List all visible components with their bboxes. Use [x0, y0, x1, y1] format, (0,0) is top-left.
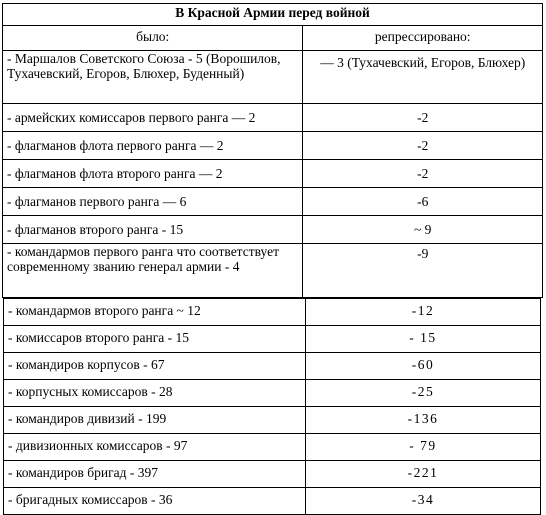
table-row: [3, 132, 543, 160]
table-row: [4, 353, 541, 380]
row-value: -2: [303, 160, 543, 188]
row-label: - бригадных комиссаров - 36: [4, 488, 306, 515]
row-value: -34: [305, 488, 540, 515]
row-value: -136: [305, 407, 540, 434]
row-value: ~ 9: [303, 216, 543, 244]
table-row: [4, 407, 541, 434]
row-label: - комиссаров второго ранга - 15: [4, 326, 306, 353]
row-value: -221: [305, 461, 540, 488]
row-value: -9: [303, 244, 543, 298]
table-row: [3, 104, 543, 132]
row-label: - Маршалов Советского Союза - 5 (Ворошилов, Тухачевский, Егоров, Блюхер, Буденный): [3, 51, 303, 104]
row-value: - 79: [305, 434, 540, 461]
row-value: -12: [305, 299, 540, 326]
row-value: — 3 (Тухачевский, Егоров, Блюхер): [303, 51, 543, 104]
row-label: - флагманов первого ранга — 6: [3, 188, 303, 216]
row-value: -25: [305, 380, 540, 407]
row-label: - командармов первого ранга что соответствует современному званию генерал армии - 4: [3, 244, 303, 298]
table-row: [4, 488, 541, 515]
table-row: [4, 461, 541, 488]
row-value: - 15: [305, 326, 540, 353]
table-row: [4, 326, 541, 353]
row-label: - армейских комиссаров первого ранга — 2: [3, 104, 303, 132]
table-row: [3, 51, 543, 104]
row-value: -60: [305, 353, 540, 380]
row-label: - командиров дивизий - 199: [4, 407, 306, 434]
repression-table-top: [2, 3, 543, 298]
row-label: - командиров бригад - 397: [4, 461, 306, 488]
table-row: [3, 160, 543, 188]
table-row: [3, 244, 543, 298]
table-row: [4, 380, 541, 407]
row-value: -2: [303, 132, 543, 160]
row-label: - командармов второго ранга ~ 12: [4, 299, 306, 326]
table-title: В Красной Армии перед войной: [3, 4, 543, 26]
row-label: - дивизионных комиссаров - 97: [4, 434, 306, 461]
row-value: -6: [303, 188, 543, 216]
row-label: - командиров корпусов - 67: [4, 353, 306, 380]
repression-table-bottom: [3, 298, 541, 515]
row-label: - флагманов флота первого ранга — 2: [3, 132, 303, 160]
row-label: - корпусных комиссаров - 28: [4, 380, 306, 407]
table-row: [3, 216, 543, 244]
table-row: [4, 299, 541, 326]
row-label: - флагманов флота второго ранга — 2: [3, 160, 303, 188]
row-value: -2: [303, 104, 543, 132]
column-header-was: было:: [3, 26, 303, 51]
column-header-repressed: репрессировано:: [303, 26, 543, 51]
row-label: - флагманов второго ранга - 15: [3, 216, 303, 244]
table-row: [4, 434, 541, 461]
table-row: [3, 188, 543, 216]
